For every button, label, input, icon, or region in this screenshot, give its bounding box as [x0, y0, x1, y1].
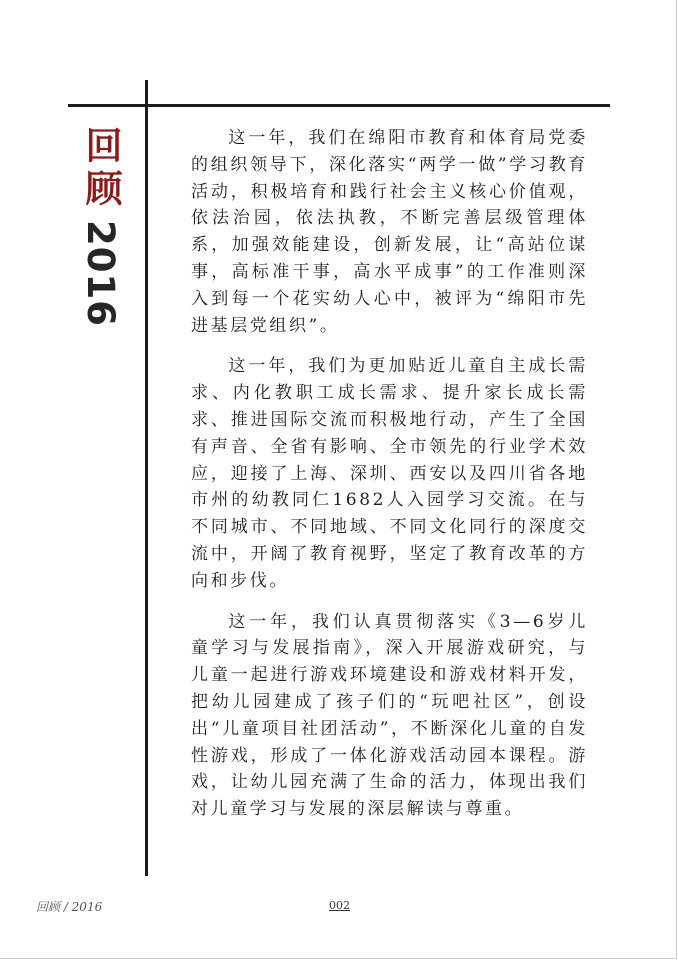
running-title: 回顾 / 2016 — [36, 900, 103, 914]
vertical-rule — [145, 80, 148, 876]
paragraph-2: 这一年，我们为更加贴近儿童自主成长需求、内化教职工成长需求、提升家长成长需求、推进国际交流而积极地行动，产生了全国有声音、全省有影响、全市领先的行业学术效应，迎接了上海、深圳、西安以及四川省各地市州的幼教同仁1682人入园学习交流。在与不同城市、不同地域、不同文化同行的深度交流中，开阔了教育视野，坚定了教育改革的方向和步伐。 — [191, 356, 588, 591]
paragraph-1: 这一年，我们在绵阳市教育和体育局党委的组织领导下，深化落实“两学一做”学习教育活动，积极培育和践行社会主义核心价值观，依法治园，依法执教，不断完善层级管理体系，加强效能建设，创新发展，让“高站位谋事，高标准干事，高水平成事”的工作准则深入到每一个花实幼人心中，被评为“绵阳市先进基层党组织”。 — [191, 128, 588, 336]
vertical-section-title — [79, 126, 122, 327]
title-cjk: 回顾 — [79, 126, 122, 212]
page-number: 002 — [329, 899, 350, 912]
title-year: 2016 — [79, 220, 122, 327]
paragraph-3: 这一年，我们认真贯彻落实《3—6岁儿童学习与发展指南》，深入开展游戏研究，与儿童一起进行游戏环境建设和游戏材料开发，把幼儿园建成了孩子们的“玩吧社区”，创设出“儿童项目社团活动”，不断深化儿童的自发性游戏，形成了一体化游戏活动园本课程。游戏，让幼儿园充满了生命的活力，体现出我们对儿童学习与发展的深层解读与尊重。 — [191, 611, 588, 820]
horizontal-rule — [68, 104, 610, 107]
article-body — [191, 125, 588, 837]
